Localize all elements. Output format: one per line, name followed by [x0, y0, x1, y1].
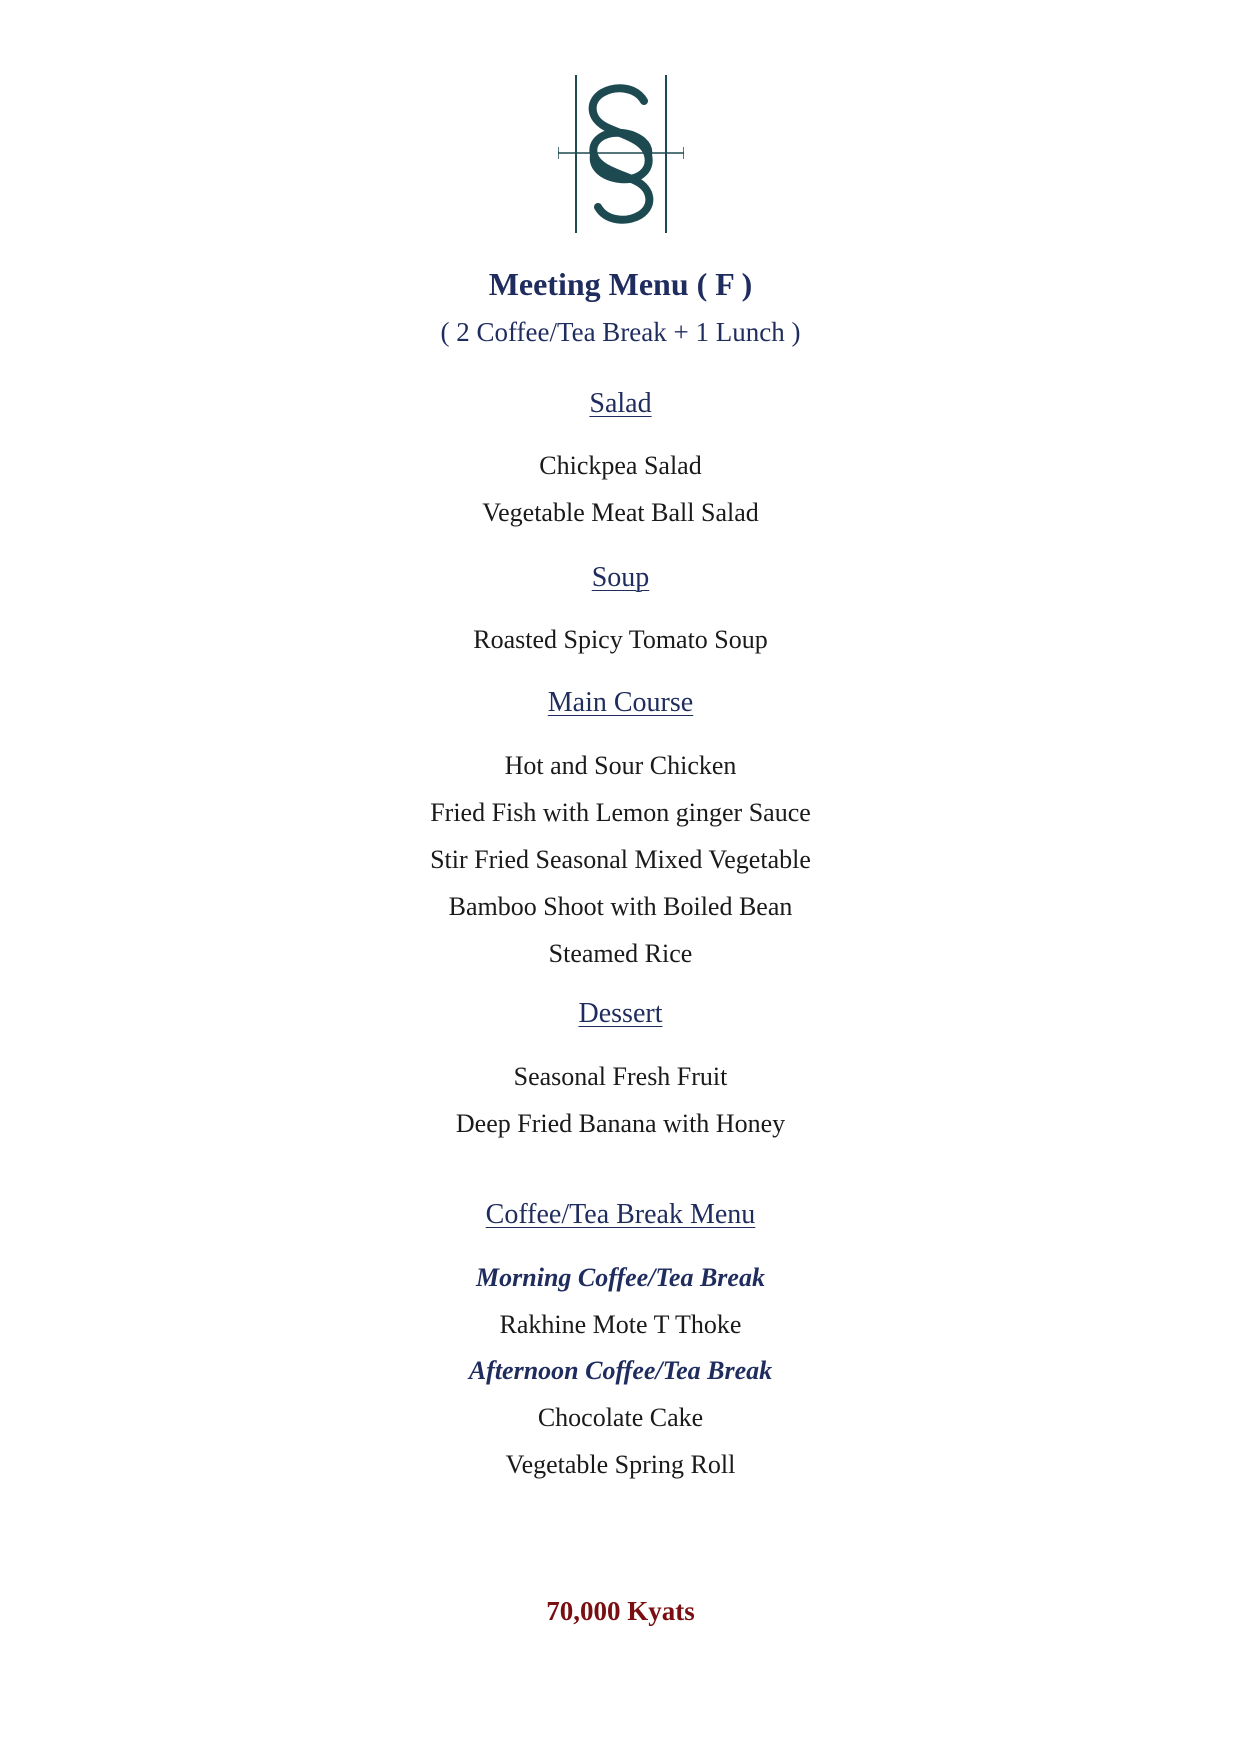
menu-item: Vegetable Meat Ball Salad: [482, 498, 759, 527]
price-label: 70,000 Kyats: [546, 1596, 695, 1626]
menu-item: Bamboo Shoot with Boiled Bean: [448, 892, 793, 921]
page-title: Meeting Menu ( F ): [488, 266, 753, 302]
break-subheading-morning: Morning Coffee/Tea Break: [476, 1263, 765, 1292]
menu-item: Rakhine Mote T Thoke: [499, 1310, 742, 1339]
menu-item: Vegetable Spring Roll: [505, 1450, 736, 1479]
menu-item: Chickpea Salad: [539, 451, 702, 480]
menu-item: Hot and Sour Chicken: [504, 751, 737, 780]
menu-item: Roasted Spicy Tomato Soup: [473, 625, 768, 654]
page-subtitle: ( 2 Coffee/Tea Break + 1 Lunch ): [440, 317, 801, 347]
break-subheading-afternoon: Afternoon Coffee/Tea Break: [468, 1356, 773, 1385]
section-heading-soup: Soup: [591, 562, 650, 593]
section-heading-dessert: Dessert: [578, 998, 663, 1029]
section-heading-salad: Salad: [589, 388, 652, 419]
menu-item: Fried Fish with Lemon ginger Sauce: [430, 798, 811, 827]
section-heading-break-menu: Coffee/Tea Break Menu: [485, 1199, 756, 1230]
menu-item: Deep Fried Banana with Honey: [455, 1109, 786, 1138]
menu-item: Stir Fried Seasonal Mixed Vegetable: [430, 845, 811, 874]
section-heading-main-course: Main Course: [547, 687, 694, 718]
menu-item: Seasonal Fresh Fruit: [513, 1062, 728, 1091]
menu-item: Chocolate Cake: [537, 1403, 704, 1432]
menu-item: Steamed Rice: [548, 939, 693, 968]
monogram-s-logo-icon: [558, 75, 684, 233]
